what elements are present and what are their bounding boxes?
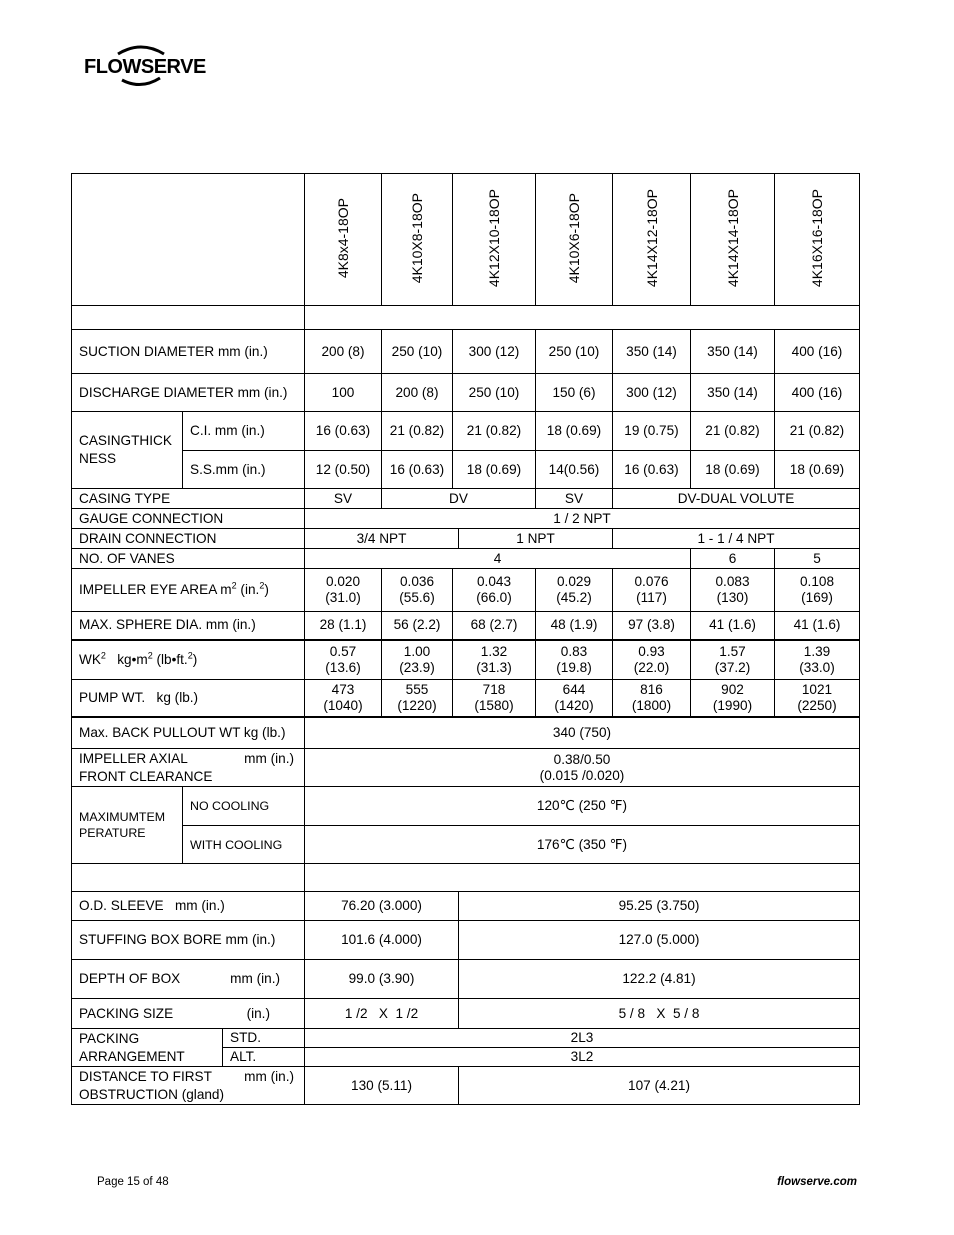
model-header: 4K16X16-18OP xyxy=(809,188,825,288)
value-cell: 16 (0.63) xyxy=(305,412,382,451)
value-cell: 176℃ (350 ℉) xyxy=(305,826,860,864)
value-cell: 250 (10) xyxy=(536,330,613,374)
value-cell: 107 (4.21) xyxy=(459,1067,860,1105)
value-cell: 56 (2.2) xyxy=(382,612,453,640)
value-cell: 1 - 1 / 4 NPT xyxy=(613,529,860,549)
sub-label: WITH COOLING xyxy=(183,826,305,864)
value-cell: 1.32 (31.3) xyxy=(453,640,536,680)
value-cell: 21 (0.82) xyxy=(453,412,536,451)
value-cell: 120℃ (250 ℉) xyxy=(305,787,860,826)
value-cell: 28 (1.1) xyxy=(305,612,382,640)
value-cell: 816 (1800) xyxy=(613,680,691,717)
value-cell: 21 (0.82) xyxy=(775,412,860,451)
value-cell: 400 (16) xyxy=(775,330,860,374)
value-cell: 4 xyxy=(305,549,691,569)
value-cell: 0.076 (117) xyxy=(613,569,691,612)
value-cell: 100 xyxy=(305,374,382,412)
value-cell: 200 (8) xyxy=(305,330,382,374)
stuffing-box-bore-row xyxy=(72,921,860,960)
value-cell: 101.6 (4.000) xyxy=(305,921,459,960)
value-cell: 21 (0.82) xyxy=(382,412,453,451)
value-cell: 18 (0.69) xyxy=(775,451,860,489)
row-label: MAX. SPHERE DIA. mm (in.) xyxy=(72,612,305,640)
model-header: 4K12X10-18OP xyxy=(486,188,502,288)
value-cell: 41 (1.6) xyxy=(691,612,775,640)
value-cell: 902 (1990) xyxy=(691,680,775,717)
value-cell: 48 (1.9) xyxy=(536,612,613,640)
header-blank-cell xyxy=(72,174,305,306)
row-label: CASINGTHICK NESS xyxy=(72,412,183,489)
pump-specification-table xyxy=(71,173,860,1105)
value-cell: DV-DUAL VOLUTE xyxy=(613,489,860,509)
wk2-row xyxy=(72,640,860,680)
row-label: DISCHARGE DIAMETER mm (in.) xyxy=(72,374,305,412)
value-cell: SV xyxy=(536,489,613,509)
value-cell: 1021 (2250) xyxy=(775,680,860,717)
model-header: 4K10X6-18OP xyxy=(566,192,582,284)
drain-connection-row xyxy=(72,529,860,549)
row-label: PACKING SIZE (in.) xyxy=(72,999,305,1029)
value-cell: 1.00 (23.9) xyxy=(382,640,453,680)
model-header: 4K14X12-18OP xyxy=(643,188,660,288)
value-cell: 250 (10) xyxy=(382,330,453,374)
value-cell: 0.029 (45.2) xyxy=(536,569,613,612)
row-label: IMPELLER EYE AREA $m^2$ (in.$^2$) xyxy=(72,569,305,612)
row-label: DISTANCE TO FIRST mm (in.) OBSTRUCTION (gland) xyxy=(72,1067,305,1105)
row-label: PACKING ARRANGEMENT xyxy=(72,1029,223,1067)
sub-label: NO COOLING xyxy=(183,787,305,826)
value-cell: 5 / 8 X 5 / 8 xyxy=(459,999,860,1029)
value-cell: 300 (12) xyxy=(453,330,536,374)
value-cell: 130 (5.11) xyxy=(305,1067,459,1105)
value-cell: 3L2 xyxy=(305,1048,860,1067)
row-label: STUFFING BOX BORE mm (in.) xyxy=(72,921,305,960)
value-cell: 1 /2 X 1 /2 xyxy=(305,999,459,1029)
value-cell: 718 (1580) xyxy=(453,680,536,717)
value-cell: 350 (14) xyxy=(691,374,775,412)
value-cell: 340 (750) xyxy=(305,717,860,749)
value-cell: 350 (14) xyxy=(691,330,775,374)
value-cell: 21 (0.82) xyxy=(691,412,775,451)
value-cell: 300 (12) xyxy=(613,374,691,412)
model-header-row xyxy=(72,174,860,306)
value-cell: 150 (6) xyxy=(536,374,613,412)
value-cell: 3/4 NPT xyxy=(305,529,459,549)
value-cell: 555 (1220) xyxy=(382,680,453,717)
casing-type-row xyxy=(72,489,860,509)
row-label: IMPELLER AXIAL mm (in.) FRONT CLEARANCE xyxy=(72,749,305,787)
value-cell: 1.39 (33.0) xyxy=(775,640,860,680)
sub-label: STD. xyxy=(223,1029,305,1048)
row-label: PUMP WT. kg (lb.) xyxy=(72,680,305,717)
value-cell: DV xyxy=(382,489,536,509)
page-number: Page 15 of 48 xyxy=(97,1176,169,1188)
row-label: Max. BACK PULLOUT WT kg (lb.) xyxy=(72,717,305,749)
value-cell: 99.0 (3.90) xyxy=(305,960,459,999)
row-label: GAUGE CONNECTION xyxy=(72,509,305,529)
back-pullout-row xyxy=(72,717,860,749)
no-of-vanes-row xyxy=(72,549,860,569)
value-cell: 18 (0.69) xyxy=(536,412,613,451)
value-cell: 0.93 (22.0) xyxy=(613,640,691,680)
value-cell: 0.38/0.50 (0.015 /0.020) xyxy=(305,749,860,787)
sub-label: C.I. mm (in.) xyxy=(183,412,305,451)
value-cell: 2L3 xyxy=(305,1029,860,1048)
row-label: O.D. SLEEVE mm (in.) xyxy=(72,892,305,921)
obstruction-row xyxy=(72,1067,860,1105)
discharge-diameter-row xyxy=(72,374,860,412)
value-cell: 400 (16) xyxy=(775,374,860,412)
row-label: SUCTION DIAMETER mm (in.) xyxy=(72,330,305,374)
packing-std-row xyxy=(72,1029,860,1048)
value-cell: 16 (0.63) xyxy=(613,451,691,489)
value-cell: 97 (3.8) xyxy=(613,612,691,640)
value-cell: 6 xyxy=(691,549,775,569)
value-cell: 68 (2.7) xyxy=(453,612,536,640)
sub-label: S.S.mm (in.) xyxy=(183,451,305,489)
value-cell: 122.2 (4.81) xyxy=(459,960,860,999)
website-link[interactable]: flowserve.com xyxy=(777,1176,857,1188)
value-cell: 41 (1.6) xyxy=(775,612,860,640)
value-cell: 14(0.56) xyxy=(536,451,613,489)
value-cell: 0.083 (130) xyxy=(691,569,775,612)
model-header: 4K10X8-18OP xyxy=(409,192,425,284)
flowserve-logo xyxy=(84,44,204,88)
value-cell: 0.57 (13.6) xyxy=(305,640,382,680)
axial-clearance-row xyxy=(72,749,860,787)
value-cell: 127.0 (5.000) xyxy=(459,921,860,960)
casing-thickness-ss-row xyxy=(72,451,860,489)
row-label: DRAIN CONNECTION xyxy=(72,529,305,549)
value-cell: 12 (0.50) xyxy=(305,451,382,489)
max-sphere-row xyxy=(72,612,860,640)
value-cell: 16 (0.63) xyxy=(382,451,453,489)
value-cell: 0.043 (66.0) xyxy=(453,569,536,612)
pump-weight-row xyxy=(72,680,860,717)
max-temp-with-cooling-row xyxy=(72,826,860,864)
row-label: MAXIMUMTEM PERATURE xyxy=(72,787,183,864)
value-cell: 0.036 (55.6) xyxy=(382,569,453,612)
casing-thickness-ci-row xyxy=(72,412,860,451)
gauge-connection-row xyxy=(72,509,860,529)
value-cell: 250 (10) xyxy=(453,374,536,412)
depth-of-box-row xyxy=(72,960,860,999)
spacer-row xyxy=(72,306,860,330)
value-cell: 0.020 (31.0) xyxy=(305,569,382,612)
impeller-eye-area-row xyxy=(72,569,860,612)
value-cell: SV xyxy=(305,489,382,509)
od-sleeve-row xyxy=(72,892,860,921)
model-header: 4K8x4-18OP xyxy=(335,197,351,279)
value-cell: 18 (0.69) xyxy=(691,451,775,489)
value-cell: 5 xyxy=(775,549,860,569)
model-header: 4K14X14-18OP xyxy=(724,188,741,288)
value-cell: 95.25 (3.750) xyxy=(459,892,860,921)
value-cell: 1 / 2 NPT xyxy=(305,509,860,529)
value-cell: 644 (1420) xyxy=(536,680,613,717)
suction-diameter-row xyxy=(72,330,860,374)
row-label: NO. OF VANES xyxy=(72,549,305,569)
value-cell: 0.83 (19.8) xyxy=(536,640,613,680)
value-cell: 0.108 (169) xyxy=(775,569,860,612)
row-label: CASING TYPE xyxy=(72,489,305,509)
row-label: $WK^2$ $kg•m^2$ (lb•ft.$^2$) xyxy=(72,640,305,680)
value-cell: 1.57 (37.2) xyxy=(691,640,775,680)
value-cell: 19 (0.75) xyxy=(613,412,691,451)
value-cell: 473 (1040) xyxy=(305,680,382,717)
logo-text: FLOWSERVE xyxy=(84,56,206,78)
value-cell: 18 (0.69) xyxy=(453,451,536,489)
max-temp-no-cooling-row xyxy=(72,787,860,826)
value-cell: 350 (14) xyxy=(613,330,691,374)
row-label: DEPTH OF BOX mm (in.) xyxy=(72,960,305,999)
value-cell: 200 (8) xyxy=(382,374,453,412)
packing-size-row xyxy=(72,999,860,1029)
sub-label: ALT. xyxy=(223,1048,305,1067)
spacer-row xyxy=(72,864,860,892)
value-cell: 76.20 (3.000) xyxy=(305,892,459,921)
value-cell: 1 NPT xyxy=(459,529,613,549)
